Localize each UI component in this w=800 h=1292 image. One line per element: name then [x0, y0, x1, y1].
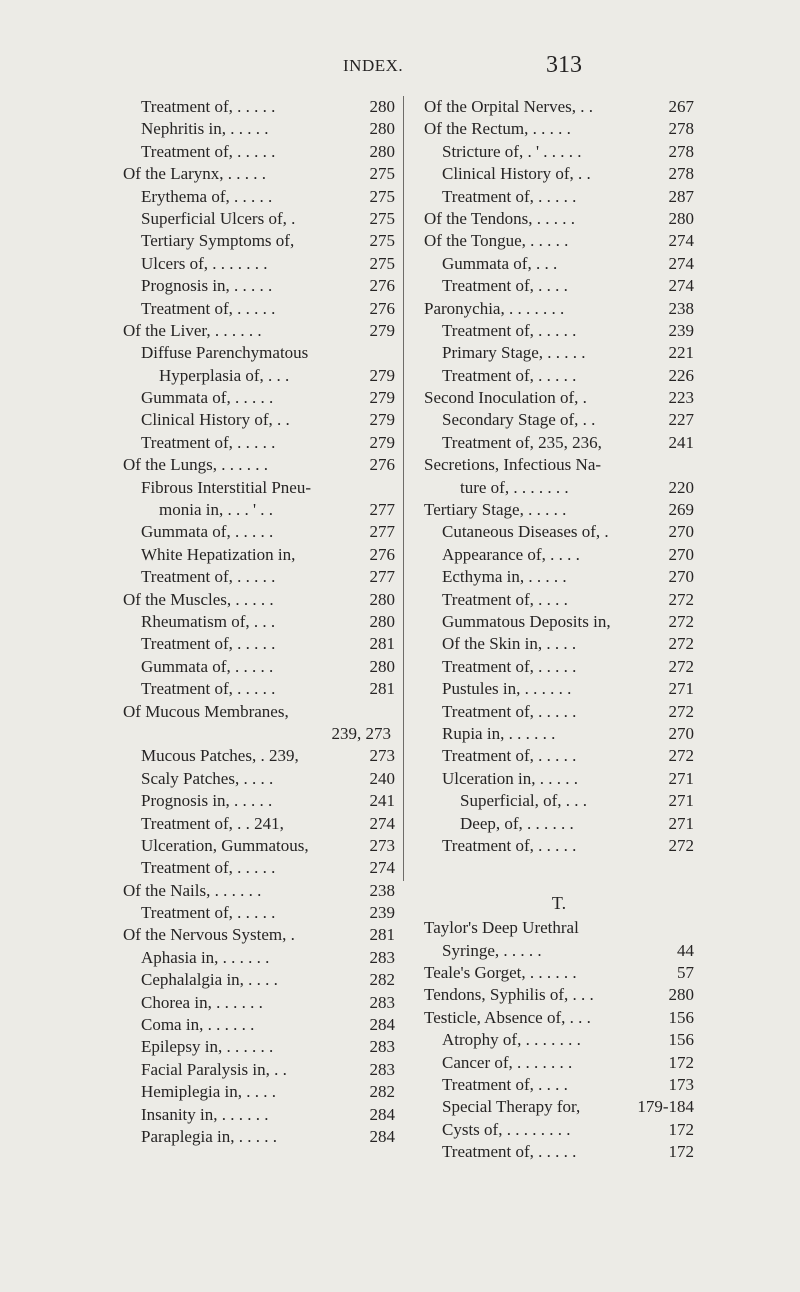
entry-text: Prognosis in, . . . . .: [141, 791, 273, 811]
entry-page: 271: [668, 813, 694, 833]
entry-text: White Hepatization in,: [141, 544, 296, 564]
entry-text: Cutaneous Diseases of, .: [442, 522, 609, 542]
entry-text: Of the Nails, . . . . . .: [123, 880, 262, 900]
entry-page: 280: [369, 97, 395, 116]
index-entry: [123, 902, 395, 924]
entry-page: 282: [369, 970, 395, 990]
entry-page: 220: [668, 477, 694, 497]
index-entry: [123, 813, 395, 835]
entry-text: Clinical History of, . .: [141, 410, 290, 430]
entry-page: 272: [668, 746, 694, 766]
entry-text: Superficial, of, . . .: [460, 791, 587, 811]
entry-text: Treatment of, . . . . .: [442, 186, 577, 206]
entry-page: 241: [668, 432, 694, 452]
entry-page: 276: [369, 298, 395, 318]
index-entry: [123, 208, 395, 230]
index-entry: [424, 701, 694, 723]
entry-text: Paronychia, . . . . . . .: [424, 298, 565, 318]
entry-text: Tertiary Symptoms of,: [141, 231, 295, 251]
entry-page: 272: [668, 589, 694, 609]
index-entry: [424, 633, 694, 655]
entry-page: 277: [369, 500, 395, 520]
entry-text: Stricture of, . ' . . . . .: [442, 141, 582, 161]
entry-text: Of the Orpital Nerves, . .: [424, 97, 594, 116]
entry-page: 280: [369, 141, 395, 161]
entry-text: Hemiplegia in, . . . .: [141, 1082, 277, 1102]
entry-text: Treatment of, . . . . .: [141, 567, 276, 587]
entry-page: 283: [369, 1059, 395, 1079]
entry-page: 275: [369, 208, 395, 228]
column-divider: [403, 96, 404, 881]
entry-text: Treatment of, . . . .: [442, 1075, 568, 1095]
entry-page: 271: [668, 768, 694, 788]
index-entry: [123, 790, 395, 812]
index-entry: [424, 790, 694, 812]
index-entry: [424, 768, 694, 790]
index-entry: [424, 1119, 694, 1141]
entry-page: 281: [369, 925, 395, 945]
entry-text: Ulceration in, . . . . .: [442, 768, 578, 788]
entry-text: Primary Stage, . . . . .: [442, 343, 586, 363]
index-entry: [424, 984, 694, 1006]
index-entry: [123, 141, 395, 163]
index-entry: [424, 208, 694, 230]
entry-text: Treatment of, . . . . .: [442, 656, 577, 676]
entry-text: Cysts of, . . . . . . . .: [442, 1119, 571, 1139]
index-entry: [123, 835, 395, 857]
index-entry: [123, 96, 395, 118]
entry-text: Chorea in, . . . . . .: [141, 992, 263, 1012]
entry-text: Ulceration, Gummatous,: [141, 835, 309, 855]
index-entry: [424, 962, 694, 984]
entry-text: Of the Lungs, . . . . . .: [123, 455, 268, 475]
index-entry: [424, 745, 694, 767]
entry-text: Of the Larynx, . . . . .: [123, 164, 267, 184]
entry-page: 221: [668, 343, 694, 363]
index-entry: [123, 992, 395, 1014]
entry-text: Treatment of, . . . . .: [442, 835, 577, 855]
entry-text: monia in, . . . ' . .: [159, 500, 274, 520]
entry-text: Clinical History of, . .: [442, 164, 591, 184]
entry-text: Of the Rectum, . . . . .: [424, 119, 571, 139]
entry-page: 270: [668, 522, 694, 542]
entry-page: 57: [677, 963, 694, 983]
entry-page: 279: [369, 388, 395, 408]
index-entry: [424, 118, 694, 140]
entry-text: Paraplegia in, . . . . .: [141, 1126, 277, 1146]
entry-page: 278: [668, 141, 694, 161]
entry-text: Of the Muscles, . . . . .: [123, 589, 274, 609]
entry-page: 273: [369, 835, 395, 855]
index-entry: [123, 678, 395, 700]
index-entry: [424, 454, 694, 476]
entry-page: 274: [668, 276, 694, 296]
index-entry: [424, 1096, 694, 1118]
entry-page: 273: [369, 746, 395, 766]
entry-page: 238: [668, 298, 694, 318]
entry-page: 172: [668, 1142, 694, 1162]
index-entry: [424, 409, 694, 431]
index-entry: [424, 1141, 694, 1163]
entry-page: 280: [369, 119, 395, 139]
entry-page: 172: [668, 1052, 694, 1072]
index-entry: [123, 454, 395, 476]
index-entry: [424, 298, 694, 320]
index-entry: [123, 768, 395, 790]
entry-page: 272: [668, 656, 694, 676]
entry-text: Tendons, Syphilis of, . . .: [424, 985, 594, 1005]
index-entry: [424, 320, 694, 342]
entry-text: Facial Paralysis in, . .: [141, 1059, 287, 1079]
index-entry: [123, 701, 395, 723]
entry-page: 172: [668, 1119, 694, 1139]
index-column-left: [123, 96, 395, 1148]
entry-text: Scaly Patches, . . . .: [141, 768, 274, 788]
index-entry: [123, 432, 395, 454]
index-entry: [123, 745, 395, 767]
index-entry: [424, 275, 694, 297]
entry-text: Gummata of, . . . . .: [141, 656, 274, 676]
entry-page: 281: [369, 634, 395, 654]
index-entry: [424, 141, 694, 163]
index-entry: [123, 633, 395, 655]
index-entry: [123, 365, 395, 387]
entry-page: 284: [369, 1015, 395, 1035]
index-entry: [123, 342, 395, 364]
entry-page: 272: [668, 611, 694, 631]
index-entry: [123, 409, 395, 431]
entry-text: Treatment of, . . . . .: [141, 298, 276, 318]
entry-text: Prognosis in, . . . . .: [141, 276, 273, 296]
entry-page: 281: [369, 679, 395, 699]
entry-text: Coma in, . . . . . .: [141, 1015, 255, 1035]
entry-text: Treatment of, 235, 236,: [442, 432, 602, 452]
entry-text: Deep, of, . . . . . .: [460, 813, 574, 833]
index-entry: [424, 656, 694, 678]
entry-text: Pustules in, . . . . . .: [442, 679, 572, 699]
entry-page: 276: [369, 276, 395, 296]
entry-text: Gummatous Deposits in,: [442, 611, 611, 631]
entry-page: 276: [369, 455, 395, 475]
entry-text: Cephalalgia in, . . . .: [141, 970, 278, 990]
index-entry: [424, 566, 694, 588]
index-entry: [123, 186, 395, 208]
entry-page: 223: [668, 388, 694, 408]
entry-page: 279: [369, 365, 395, 385]
entry-page: 274: [668, 231, 694, 251]
entry-text: Tertiary Stage, . . . . .: [424, 500, 567, 520]
index-entry: [123, 253, 395, 275]
entry-page: 239, 273: [331, 723, 391, 743]
index-entry: [424, 342, 694, 364]
entry-text: Treatment of, . . . . .: [442, 1142, 577, 1162]
entry-page: 272: [668, 634, 694, 654]
entry-page: 241: [369, 791, 395, 811]
section-gap: [424, 857, 694, 885]
index-entry: [123, 723, 395, 745]
entry-page: 277: [369, 522, 395, 542]
index-entry: [123, 566, 395, 588]
entry-page: 276: [369, 544, 395, 564]
index-column-right: [424, 96, 694, 1164]
index-entry: [123, 163, 395, 185]
entry-page: 279: [369, 410, 395, 430]
entry-page: 267: [668, 97, 694, 116]
index-entry: [424, 499, 694, 521]
entry-page: 280: [668, 985, 694, 1005]
index-entry: [123, 857, 395, 879]
index-entry: [424, 253, 694, 275]
index-entry: [424, 186, 694, 208]
entry-page: 239: [369, 903, 395, 923]
entry-text: Treatment of, . . . . .: [141, 432, 276, 452]
index-entry: [123, 969, 395, 991]
entry-page: 283: [369, 992, 395, 1012]
index-entry: [424, 521, 694, 543]
entry-text: Of the Tendons, . . . . .: [424, 208, 576, 228]
entry-text: Nephritis in, . . . . .: [141, 119, 269, 139]
index-entry: [123, 1126, 395, 1148]
entry-text: Gummata of, . . .: [442, 253, 558, 273]
index-entry: [123, 924, 395, 946]
entry-text: Secretions, Infectious Na-: [424, 455, 602, 475]
entry-page: 239: [668, 320, 694, 340]
entry-text: Treatment of, . . . . .: [141, 634, 276, 654]
entry-page: 274: [668, 253, 694, 273]
index-entry: [123, 544, 395, 566]
entry-text: Treatment of, . . . . .: [442, 746, 577, 766]
entry-text: Rheumatism of, . . .: [141, 611, 276, 631]
entry-text: Mucous Patches, . 239,: [141, 746, 299, 766]
index-entry: [424, 1007, 694, 1029]
entry-text: Insanity in, . . . . . .: [141, 1104, 269, 1124]
entry-text: Treatment of, . . . . .: [141, 679, 276, 699]
index-entry: [424, 835, 694, 857]
entry-page: 156: [668, 1030, 694, 1050]
index-entry: [123, 1059, 395, 1081]
entry-page: 287: [668, 186, 694, 206]
index-entry: [424, 1074, 694, 1096]
entry-page: 275: [369, 253, 395, 273]
entry-page: 280: [369, 656, 395, 676]
entry-text: Gummata of, . . . . .: [141, 522, 274, 542]
index-entry: [123, 1104, 395, 1126]
entry-page: 173: [668, 1075, 694, 1095]
index-entry: [424, 477, 694, 499]
entry-text: Treatment of, . . . . .: [442, 320, 577, 340]
entry-page: 270: [668, 723, 694, 743]
section-letter-heading: T.: [551, 893, 567, 914]
entry-page: 179-184: [637, 1097, 694, 1117]
entry-text: ture of, . . . . . . .: [460, 477, 569, 497]
entry-page: 280: [668, 208, 694, 228]
entry-text: Ulcers of, . . . . . . .: [141, 253, 268, 273]
index-entry: [424, 723, 694, 745]
entry-page: 284: [369, 1104, 395, 1124]
entry-text: Treatment of, . . . .: [442, 276, 568, 296]
entry-page: 272: [668, 835, 694, 855]
entry-page: 279: [369, 432, 395, 452]
entry-page: 238: [369, 880, 395, 900]
entry-text: Aphasia in, . . . . . .: [141, 947, 270, 967]
index-entry: [424, 813, 694, 835]
entry-text: Treatment of, . . . . .: [141, 141, 276, 161]
entry-text: Teale's Gorget, . . . . . .: [424, 963, 577, 983]
index-entry: [123, 477, 395, 499]
entry-text: Second Inoculation of, .: [424, 388, 587, 408]
entry-text: Of Mucous Membranes,: [123, 701, 289, 721]
entry-text: Rupia in, . . . . . .: [442, 723, 556, 743]
entry-text: Treatment of, . . . . .: [141, 903, 276, 923]
entry-text: Superficial Ulcers of, .: [141, 208, 296, 228]
entry-page: 278: [668, 164, 694, 184]
index-entry: [424, 365, 694, 387]
index-entry: [424, 589, 694, 611]
entry-text: Of the Tongue, . . . . .: [424, 231, 569, 251]
index-entry: [123, 1014, 395, 1036]
page-header: [0, 52, 800, 92]
index-entry: [123, 880, 395, 902]
entry-page: 227: [668, 410, 694, 430]
entry-text: Treatment of, . . . . .: [442, 365, 577, 385]
entry-page: 283: [369, 947, 395, 967]
index-entry: [424, 1052, 694, 1074]
entry-text: Appearance of, . . . .: [442, 544, 580, 564]
index-entry: [123, 230, 395, 252]
index-entry: [123, 1036, 395, 1058]
index-entry: [424, 387, 694, 409]
entry-text: Epilepsy in, . . . . . .: [141, 1037, 274, 1057]
entry-page: 271: [668, 791, 694, 811]
entry-text: Testicle, Absence of, . . .: [424, 1007, 591, 1027]
index-entry: [123, 656, 395, 678]
entry-page: 275: [369, 164, 395, 184]
entry-page: 275: [369, 186, 395, 206]
entry-text: Treatment of, . . 241,: [141, 813, 284, 833]
entry-page: 226: [668, 365, 694, 385]
entry-text: Diffuse Parenchymatous: [141, 343, 309, 363]
entry-page: 272: [668, 701, 694, 721]
index-entry: [424, 432, 694, 454]
index-entry: [123, 320, 395, 342]
entry-text: Treatment of, . . . . .: [141, 97, 276, 116]
index-entry: [123, 1081, 395, 1103]
entry-text: Ecthyma in, . . . . .: [442, 567, 567, 587]
entry-text: Of the Liver, . . . . . .: [123, 320, 262, 340]
index-entry: [123, 499, 395, 521]
index-entry: [424, 1029, 694, 1051]
entry-text: Special Therapy for,: [442, 1097, 581, 1117]
entry-page: 274: [369, 858, 395, 878]
index-entry: [123, 947, 395, 969]
index-entry: [424, 544, 694, 566]
entry-page: 240: [369, 768, 395, 788]
entry-text: Cancer of, . . . . . . .: [442, 1052, 573, 1072]
entry-text: Secondary Stage of, . .: [442, 410, 596, 430]
entry-text: Treatment of, . . . . .: [141, 858, 276, 878]
page-number: 313: [546, 52, 582, 78]
entry-page: 278: [668, 119, 694, 139]
index-entry: [123, 589, 395, 611]
entry-page: 284: [369, 1126, 395, 1146]
index-entry: [424, 611, 694, 633]
entry-text: Syringe, . . . . .: [442, 940, 542, 960]
index-entry: [123, 611, 395, 633]
entry-text: Gummata of, . . . . .: [141, 388, 274, 408]
entry-text: Of the Skin in, . . . .: [442, 634, 577, 654]
entry-text: Treatment of, . . . .: [442, 589, 568, 609]
entry-page: 280: [369, 611, 395, 631]
entry-page: 274: [369, 813, 395, 833]
entry-text: Treatment of, . . . . .: [442, 701, 577, 721]
entry-page: 277: [369, 567, 395, 587]
index-entry: [123, 298, 395, 320]
index-entry: [424, 230, 694, 252]
entry-page: 271: [668, 679, 694, 699]
index-entry: [123, 387, 395, 409]
index-entry: [123, 275, 395, 297]
entry-text: Fibrous Interstitial Pneu-: [141, 477, 311, 497]
index-entry: [424, 678, 694, 700]
entry-text: Atrophy of, . . . . . . .: [442, 1030, 581, 1050]
entry-page: 270: [668, 567, 694, 587]
index-entry: [424, 940, 694, 962]
entry-text: Erythema of, . . . . .: [141, 186, 273, 206]
index-entry: [123, 521, 395, 543]
entry-page: 283: [369, 1037, 395, 1057]
running-head: INDEX.: [343, 56, 404, 75]
index-entry: [123, 118, 395, 140]
entry-page: 269: [668, 500, 694, 520]
entry-text: Taylor's Deep Urethral: [424, 918, 579, 938]
entry-text: Of the Nervous System, .: [123, 925, 295, 945]
index-entry: [424, 96, 694, 118]
entry-page: 44: [677, 940, 694, 960]
index-entry: [424, 163, 694, 185]
entry-page: 280: [369, 589, 395, 609]
entry-text: Hyperplasia of, . . .: [159, 365, 290, 385]
entry-page: 279: [369, 320, 395, 340]
entry-page: 275: [369, 231, 395, 251]
entry-page: 282: [369, 1082, 395, 1102]
index-entry: [424, 917, 694, 939]
entry-page: 156: [668, 1007, 694, 1027]
entry-page: 270: [668, 544, 694, 564]
